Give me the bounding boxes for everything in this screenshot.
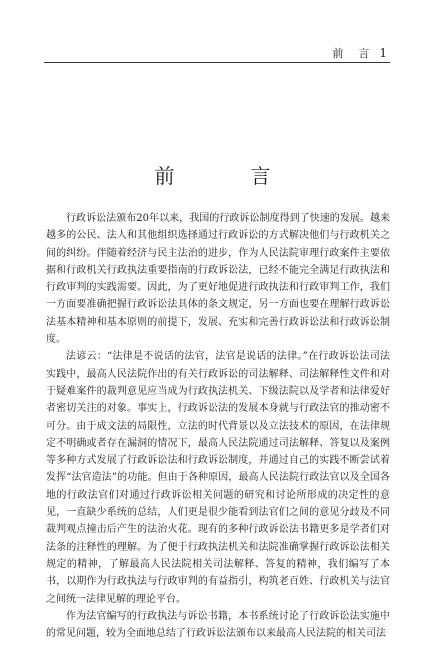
running-head — [332, 45, 389, 61]
running-head-label: 前 言 — [332, 47, 372, 60]
paragraph: 法谚云：“法律是不说话的法官，法官是说话的法律。”在行政诉讼法司法实践中，最高人民法院作出的有关行政诉讼的司法解释、司法解释性文件和对于疑难案件的裁判意见应当成为行政执法机关、下级法院以及学者和法律爱好者密切关注的对象。事实上，行政诉讼法的发展本身就与行政法官的推动密不可分。由于成文法的局限性，立法的时代背景以及立法技术的原因，在法律规定不明确或者存在漏洞的情况下，最高人民法院通过司法解释、答复以及案例等多种方式发展了行政诉讼法和行政诉讼制度，并通过自己的实践不断尝试着发挥“法官造法”的功能。但由于各种原因，最高人民法院行政法官以及全国各地的行政法官们对通过行政诉讼相关问题的研究和讨论所形成的决定性的意见，一直缺少系统的总结，人们更是很少能看到法官们之间的意见分歧及不同裁判观点撞击后产生的法治火花。现有的多种行政诉讼法书籍更多是学者们对法条的注释性的理解。为了便于行政执法机关和法院准确掌握行政诉讼法相关规定的精神，了解最高人民法院相关司法解释、答复的精神，我们编写了本书，以期作为行政执法与行政审判的有益指引，构筑老百姓、行政机关与法官之间统一法律见解的理论平台。 — [46, 351, 390, 605]
header-divider — [44, 62, 390, 63]
page-number: 1 — [379, 46, 389, 60]
page-title: 前 言 — [154, 164, 299, 188]
body-text — [46, 210, 390, 642]
paragraph: 行政诉讼法颁布20年以来，我国的行政诉讼制度得到了快速的发展。越来越多的公民、法人和其他组织选择通过行政诉讼的方式解决他们与行政机关之间的纠纷。伴随着经济与民主法治的进步，作为人民法院审理行政案件主要依据和行政机关行政执法重要指南的行政诉讼法，已经不能完全满足行政执法和行政审判的实践需要。因此，为了更好地促进行政执法和行政审判工作，我们一方面要准确把握行政诉讼法具体的条文规定，另一方面也要在理解行政诉讼法基本精神和基本原则的前提下，发展、充实和完善行政诉讼法和行政诉讼制度。 — [46, 213, 390, 346]
paragraph: 作为法官编写的行政执法与诉讼书籍，本书系统讨论了行政诉讼法实施中的常见问题，较为全面地总结了行政诉讼法颁布以来最高人民法院的相关司法 — [46, 610, 390, 640]
